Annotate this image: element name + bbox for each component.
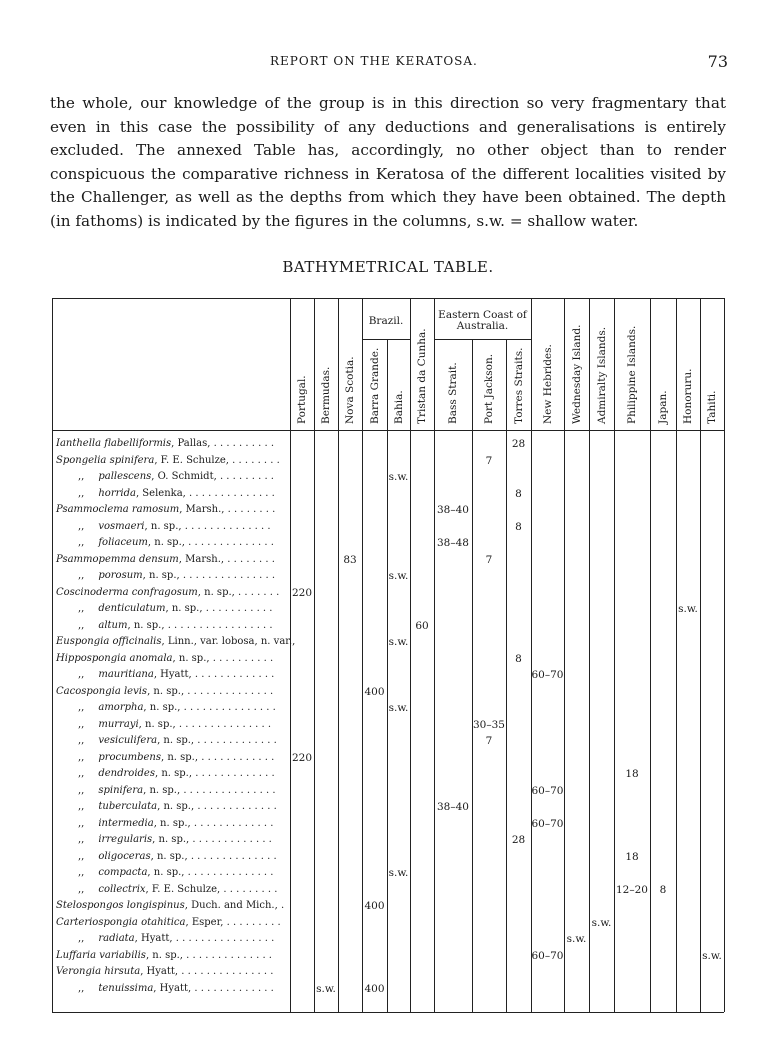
species-name: irregularis bbox=[98, 834, 153, 845]
ditto-mark: ,, bbox=[78, 570, 85, 581]
species-authority: , Pallas, bbox=[171, 438, 211, 449]
leader-dots: . . . . . . . . . . . . . bbox=[194, 735, 277, 746]
species-name: Spongelia spinifera bbox=[56, 454, 155, 466]
leader-dots: . . . . . . . . . bbox=[216, 471, 274, 482]
species-authority: , n. sp., bbox=[152, 834, 190, 845]
species-row-label bbox=[56, 620, 273, 636]
leader-dots: . . . . . . . . . . . . . bbox=[192, 768, 275, 779]
species-authority: , n. sp., bbox=[147, 867, 185, 878]
species-authority: , n. sp., bbox=[160, 751, 199, 763]
species-authority: , n. sp., bbox=[127, 619, 165, 631]
species-name: porosum bbox=[98, 570, 143, 581]
ditto-mark: ,, bbox=[78, 751, 85, 763]
species-authority: , n. sp., bbox=[165, 603, 203, 614]
page-number: 73 bbox=[707, 52, 728, 71]
species-name: horrida bbox=[98, 487, 136, 499]
leader-dots: . . . . . . . . bbox=[224, 504, 276, 515]
species-name: altum bbox=[98, 619, 128, 631]
depth-value: s.w. bbox=[591, 916, 612, 929]
leader-dots: . . . . . . . . . . . . . bbox=[189, 834, 272, 845]
depth-value: s.w. bbox=[316, 982, 336, 995]
ditto-mark: ,, bbox=[78, 817, 85, 829]
species-name: denticulatum bbox=[98, 603, 166, 614]
species-name: oligoceras bbox=[98, 850, 151, 862]
species-row-label bbox=[56, 834, 272, 850]
ditto-mark: ,, bbox=[78, 718, 85, 730]
ditto-mark: ,, bbox=[78, 933, 85, 944]
species-authority: , Marsh., bbox=[178, 553, 225, 565]
depth-value: 8 bbox=[515, 652, 522, 665]
ditto-mark: ,, bbox=[78, 850, 85, 862]
depth-value: 30–35 bbox=[473, 718, 505, 731]
ditto-mark: ,, bbox=[78, 768, 85, 779]
species-name: foliaceum bbox=[98, 537, 148, 548]
species-authority: , n. sp., bbox=[150, 850, 188, 862]
species-row-label bbox=[56, 471, 274, 487]
column-header: Portugal. bbox=[296, 375, 308, 424]
running-title: REPORT ON THE KERATOSA. bbox=[270, 54, 478, 68]
species-row-label bbox=[56, 521, 271, 537]
column-header: Wednesday Island. bbox=[570, 324, 583, 424]
species-authority: , Linn., var. lobosa, n. var., bbox=[161, 636, 296, 647]
depth-value: s.w. bbox=[702, 949, 722, 962]
bathymetrical-table bbox=[52, 298, 724, 1012]
species-authority: , Hyatt, bbox=[134, 933, 173, 944]
depth-value: s.w. bbox=[388, 636, 409, 648]
species-name: Verongia hirsuta bbox=[56, 966, 141, 977]
column-header: Nova Scotia. bbox=[344, 356, 356, 424]
species-row-label bbox=[56, 966, 273, 982]
leader-dots: . . . . . . . . . . . . . . bbox=[184, 867, 274, 878]
table-title: BATHYMETRICAL TABLE. bbox=[282, 258, 494, 276]
leader-dots: . . . . . . . . . . . . . . . bbox=[175, 718, 272, 730]
species-name: mauritiana bbox=[98, 669, 154, 680]
species-name: Cacospongia levis bbox=[56, 685, 148, 697]
leader-dots: . . . . . . . . . . . . . . bbox=[182, 949, 272, 961]
ditto-mark: ,, bbox=[78, 801, 85, 812]
depth-value: 12–20 bbox=[616, 883, 648, 896]
leader-dots: . bbox=[277, 900, 285, 911]
species-name: collectrix bbox=[98, 883, 146, 895]
depth-value: 8 bbox=[515, 487, 522, 500]
ditto-mark: ,, bbox=[78, 619, 85, 631]
ditto-mark: ,, bbox=[78, 834, 85, 845]
depth-value: 400 bbox=[364, 982, 385, 995]
column-divider bbox=[290, 298, 291, 1012]
species-row-label bbox=[56, 818, 273, 834]
species-authority: , Marsh., bbox=[179, 504, 225, 515]
species-row-label bbox=[56, 785, 276, 801]
species-authority: , n. sp., bbox=[147, 537, 185, 548]
group-divider-0 bbox=[362, 339, 410, 340]
species-row-label bbox=[56, 488, 275, 504]
species-authority: , Selenka, bbox=[135, 487, 186, 499]
species-name: Euspongia officinalis bbox=[56, 636, 162, 647]
depth-value: 38–40 bbox=[437, 801, 469, 813]
species-row-label bbox=[56, 752, 274, 768]
depth-value: 400 bbox=[364, 685, 385, 698]
species-row-label bbox=[56, 867, 273, 883]
species-authority: , n. sp., bbox=[157, 735, 195, 746]
leader-dots: . . . . . . . . . . . . . . . bbox=[180, 784, 276, 796]
species-name: amorpha bbox=[98, 702, 144, 713]
species-row-label bbox=[56, 719, 271, 735]
ditto-mark: ,, bbox=[78, 982, 85, 994]
species-row-label bbox=[56, 702, 276, 718]
column-divider bbox=[614, 298, 615, 1012]
column-divider bbox=[676, 298, 677, 1012]
species-name: procumbens bbox=[98, 751, 161, 763]
column-header: Port Jackson. bbox=[483, 353, 495, 424]
depth-value: s.w. bbox=[388, 702, 409, 714]
column-header: Bermudas. bbox=[320, 366, 332, 424]
ditto-mark: ,, bbox=[78, 603, 85, 614]
column-header: Tahiti. bbox=[706, 390, 718, 424]
leader-dots: . . . . . . . . . . . . . . . bbox=[178, 966, 274, 977]
column-divider bbox=[700, 298, 701, 1012]
ditto-mark: ,, bbox=[78, 735, 85, 746]
leader-dots: . . . . . . . . . . . . bbox=[198, 751, 275, 763]
species-authority: , O. Schmidt, bbox=[151, 471, 217, 482]
species-name: Hippospongia anomala bbox=[56, 652, 173, 664]
depth-value: s.w. bbox=[388, 471, 409, 483]
species-authority: , Hyatt, bbox=[153, 982, 192, 994]
species-row-label bbox=[56, 636, 295, 652]
leader-dots: . . . . . . . . . bbox=[220, 883, 278, 895]
species-row-label bbox=[56, 768, 275, 784]
column-divider bbox=[564, 298, 565, 1012]
table-bottom-border bbox=[52, 1012, 724, 1013]
species-row-label bbox=[56, 653, 273, 669]
species-name: Psammopemma densum bbox=[56, 553, 179, 565]
depth-value: 8 bbox=[659, 883, 667, 896]
ditto-mark: ,, bbox=[78, 537, 85, 548]
species-authority: , n. sp., bbox=[143, 784, 181, 796]
leader-dots: . . . . . . . . bbox=[224, 553, 275, 565]
depth-value: 60–70 bbox=[531, 817, 564, 830]
column-divider bbox=[410, 298, 411, 1012]
species-name: Carteriospongia otahitica bbox=[56, 916, 186, 928]
column-header: Admiralty Islands. bbox=[595, 326, 608, 424]
species-authority: , n. sp., bbox=[143, 702, 181, 713]
depth-value: s.w. bbox=[566, 933, 587, 945]
species-name: pallescens bbox=[98, 471, 152, 482]
page-header bbox=[0, 52, 776, 72]
species-row-label bbox=[56, 884, 277, 900]
column-header: Barra Grande. bbox=[368, 347, 381, 424]
species-name: dendroides bbox=[98, 768, 155, 779]
leader-dots: . . . . . . . . . . . . . . bbox=[184, 537, 274, 548]
species-name: intermedia bbox=[98, 817, 154, 829]
leader-dots: . . . . . . . . bbox=[228, 454, 280, 466]
species-authority: , Hyatt, bbox=[140, 966, 179, 977]
species-row-label bbox=[56, 669, 274, 685]
column-divider bbox=[314, 298, 315, 1012]
column-divider bbox=[338, 298, 339, 1012]
ditto-mark: ,, bbox=[78, 487, 85, 499]
ditto-mark: ,, bbox=[78, 669, 85, 680]
species-name: Psammoclema ramosum bbox=[56, 504, 180, 515]
species-row-label bbox=[56, 686, 273, 702]
species-row-label bbox=[56, 983, 274, 999]
species-name: tuberculata bbox=[98, 801, 158, 812]
species-authority: , n. sp., bbox=[144, 520, 182, 532]
species-authority: , n. sp., bbox=[157, 801, 195, 812]
species-name: vosmaeri bbox=[98, 520, 145, 532]
depth-value: s.w. bbox=[388, 570, 409, 582]
column-header: Philippine Islands. bbox=[626, 325, 638, 424]
species-row-label bbox=[56, 851, 277, 867]
column-divider bbox=[434, 298, 435, 1012]
species-name: murrayi bbox=[98, 718, 139, 730]
species-row-label bbox=[56, 735, 277, 751]
species-authority: , n. sp., bbox=[142, 570, 180, 581]
ditto-mark: ,, bbox=[78, 883, 85, 895]
depth-value: 28 bbox=[511, 438, 526, 450]
intro-paragraph bbox=[50, 92, 726, 233]
column-divider bbox=[472, 339, 473, 1012]
species-authority: , Duch. and Mich., bbox=[184, 900, 278, 911]
depth-value: 38–48 bbox=[437, 537, 469, 549]
depth-value: 220 bbox=[291, 586, 313, 599]
leader-dots: . . . . . . . . . . . . . . bbox=[184, 685, 274, 697]
species-row-label bbox=[56, 933, 274, 949]
ditto-mark: ,, bbox=[78, 520, 85, 532]
leader-dots: . . . . . . . . . . . . . . . . . bbox=[164, 619, 273, 631]
depth-value: 7 bbox=[485, 553, 493, 566]
species-authority: , n. sp., bbox=[154, 768, 193, 779]
depth-value: 18 bbox=[625, 768, 639, 780]
depth-value: 8 bbox=[515, 520, 522, 533]
leader-dots: . . . . . . . . . . . . . bbox=[191, 982, 274, 994]
column-header: New Hebrides. bbox=[541, 344, 554, 424]
depth-value: 28 bbox=[511, 834, 526, 846]
leader-dots: . . . . . . . . . . . . . bbox=[190, 817, 274, 829]
leader-dots: . . . . . . . . . . . . . bbox=[194, 801, 277, 812]
column-divider bbox=[650, 298, 651, 1012]
leader-dots: . . . . . . . . . . . . . . bbox=[185, 487, 275, 499]
species-row-label bbox=[56, 587, 279, 603]
column-header: Bahia. bbox=[392, 390, 405, 424]
column-divider bbox=[589, 298, 590, 1012]
species-row-label bbox=[56, 455, 280, 471]
species-row-label bbox=[56, 900, 284, 916]
species-name: Luffaria variabilis bbox=[56, 949, 146, 961]
column-header: Honoruru. bbox=[682, 368, 694, 424]
group-divider-1 bbox=[434, 339, 531, 340]
group-label-1: Eastern Coast of Australia. bbox=[438, 309, 527, 332]
species-name: radiata bbox=[98, 933, 135, 944]
header-divider bbox=[52, 430, 724, 431]
species-authority: , n. sp., bbox=[147, 685, 185, 697]
species-row-label bbox=[56, 570, 275, 586]
species-authority: , F. E. Schulze, bbox=[145, 883, 221, 895]
species-authority: , n. sp., bbox=[197, 586, 235, 598]
species-name: Stelospongos longispinus bbox=[56, 900, 185, 911]
leader-dots: . . . . . . . . . . . . . bbox=[191, 669, 275, 680]
species-name: compacta bbox=[98, 867, 148, 878]
species-name: Coscinoderma confragosum bbox=[56, 586, 198, 598]
species-row-label bbox=[56, 554, 275, 570]
depth-value: 220 bbox=[291, 751, 313, 764]
species-authority: , n. sp., bbox=[138, 718, 176, 730]
leader-dots: . . . . . . . . . . bbox=[210, 438, 274, 449]
species-authority: , n. sp., bbox=[172, 652, 210, 664]
species-row-label bbox=[56, 537, 274, 553]
leader-dots: . . . . . . . . . . . . . . bbox=[181, 520, 271, 532]
ditto-mark: ,, bbox=[78, 471, 85, 482]
depth-value: 38–40 bbox=[437, 504, 469, 516]
depth-value: 18 bbox=[625, 850, 639, 863]
species-row-label bbox=[56, 801, 277, 817]
species-authority: , Hyatt, bbox=[153, 669, 192, 680]
column-header: Bass Strait. bbox=[447, 362, 459, 424]
depth-value: 7 bbox=[485, 454, 493, 467]
leader-dots: . . . . . . . . . . . . . . . . bbox=[172, 933, 275, 944]
table-left-border bbox=[52, 298, 53, 1012]
column-divider bbox=[724, 298, 725, 1012]
depth-value: 400 bbox=[364, 900, 385, 912]
leader-dots: . . . . . . . . . . . bbox=[202, 603, 273, 614]
group-label-0: Brazil. bbox=[368, 315, 404, 327]
species-row-label bbox=[56, 917, 281, 933]
depth-value: 60–70 bbox=[531, 949, 564, 962]
leader-dots: . . . . . . . . . . . . . . bbox=[187, 850, 277, 862]
species-name: spinifera bbox=[98, 784, 144, 796]
depth-value: 83 bbox=[343, 553, 357, 566]
leader-dots: . . . . . . . bbox=[234, 586, 280, 598]
ditto-mark: ,, bbox=[78, 784, 85, 796]
column-header: Tristan da Cunha. bbox=[416, 328, 428, 424]
species-authority: , Esper, bbox=[185, 916, 224, 928]
depth-value: 60–70 bbox=[531, 784, 564, 797]
species-name: Ianthella flabelliformis bbox=[56, 438, 172, 449]
species-authority: , n. sp., bbox=[153, 817, 191, 829]
species-row-label bbox=[56, 504, 275, 520]
ditto-mark: ,, bbox=[78, 702, 85, 713]
depth-value: s.w. bbox=[388, 867, 409, 879]
ditto-mark: ,, bbox=[78, 867, 85, 878]
species-row-label bbox=[56, 603, 272, 619]
species-name: vesiculifera bbox=[98, 735, 158, 746]
intro-text: the whole, our knowledge of the group is in this direction so very fragmentary that even in this case the possibility of any deductions and generalisations is entirely excluded. The annexed Table has, accordingly, no other object than to render conspicuous the comparative richness in Keratosa of the different localities visited by the Challenger, as well as the depths from which they have been obtained. The depth (in fathoms) is indicated by the figures in the columns, s.w. = shallow water. bbox=[50, 94, 726, 230]
leader-dots: . . . . . . . . . . . . . . . bbox=[180, 702, 276, 713]
column-header: Torres Straits. bbox=[512, 347, 525, 424]
depth-value: 60 bbox=[415, 619, 429, 632]
species-name: tenuissima bbox=[98, 982, 154, 994]
leader-dots: . . . . . . . . . bbox=[223, 916, 281, 928]
depth-value: s.w. bbox=[678, 603, 698, 615]
species-authority: , n. sp., bbox=[145, 949, 183, 961]
depth-value: 60–70 bbox=[531, 669, 564, 681]
species-authority: , F. E. Schulze, bbox=[154, 454, 229, 466]
leader-dots: . . . . . . . . . . bbox=[209, 652, 274, 664]
column-header: Japan. bbox=[657, 390, 669, 424]
species-row-label bbox=[56, 438, 274, 454]
species-row-label bbox=[56, 950, 272, 966]
leader-dots: . . . . . . . . . . . . . . . bbox=[179, 570, 276, 581]
table-top-border bbox=[52, 298, 724, 299]
depth-value: 7 bbox=[485, 735, 493, 747]
